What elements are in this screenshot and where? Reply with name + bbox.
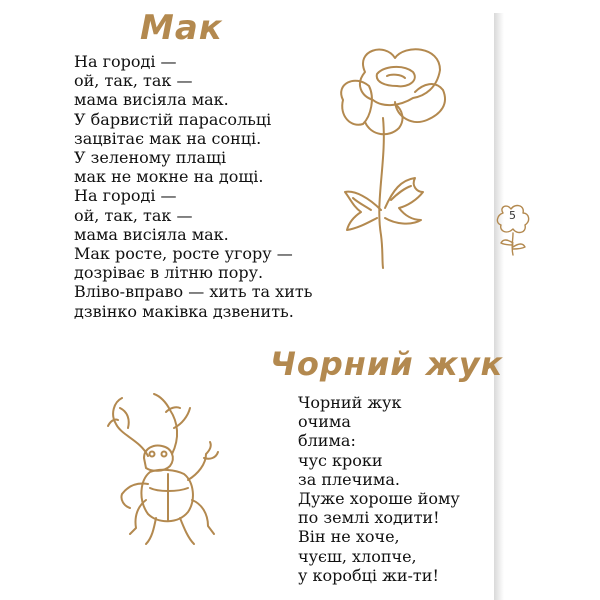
poem-title-mak: Мак — [140, 8, 223, 48]
poem-line: блима: — [298, 431, 356, 451]
page-number: 5 — [509, 209, 516, 222]
poem-line: чус кроки — [298, 450, 383, 470]
poem-line: У зеленому плащі — [74, 148, 227, 168]
poem-line: Вліво-вправо — хить та хить — [74, 282, 313, 302]
poem-title-zhuk: Чорний жук — [270, 345, 504, 383]
stag-beetle-illustration — [100, 388, 250, 553]
poem-mak-text — [74, 52, 312, 321]
poem-line: У барвистій парасольці — [74, 109, 272, 129]
poem-line: за плечима. — [298, 469, 400, 489]
poem-line: по землі ходити! — [298, 508, 440, 528]
poem-zhuk-text — [298, 393, 460, 585]
poem-line: очима — [298, 412, 351, 432]
poem-line: Чорний жук — [298, 393, 402, 412]
page-edge-shadow — [494, 13, 504, 600]
poem-line: На городі — — [74, 52, 177, 71]
poem-line: дозріває в літню пору. — [74, 263, 264, 283]
poem-line: у коробці жи-ти! — [298, 565, 439, 585]
poem-line: Мак росте, росте угору — — [74, 244, 293, 264]
poem-line: мама висіяла мак. — [74, 224, 229, 244]
poem-line: зацвітає мак на сонці. — [74, 128, 262, 148]
page-number-marker — [493, 203, 535, 257]
poem-line: мама висіяла мак. — [74, 90, 229, 110]
poem-line: дзвінко маківка дзвенить. — [74, 301, 294, 321]
poem-line: На городі — — [74, 186, 177, 206]
poppy-flower-illustration — [325, 40, 465, 275]
poem-line: Дуже хороше йому — [298, 489, 460, 509]
poem-line: ой, так, так — — [74, 205, 193, 225]
poem-line: Він не хоче, — [298, 527, 400, 547]
poem-line: мак не мокне на дощі. — [74, 167, 264, 187]
poem-line: ой, так, так — — [74, 71, 193, 91]
poem-line: чуєш, хлопче, — [298, 546, 417, 566]
